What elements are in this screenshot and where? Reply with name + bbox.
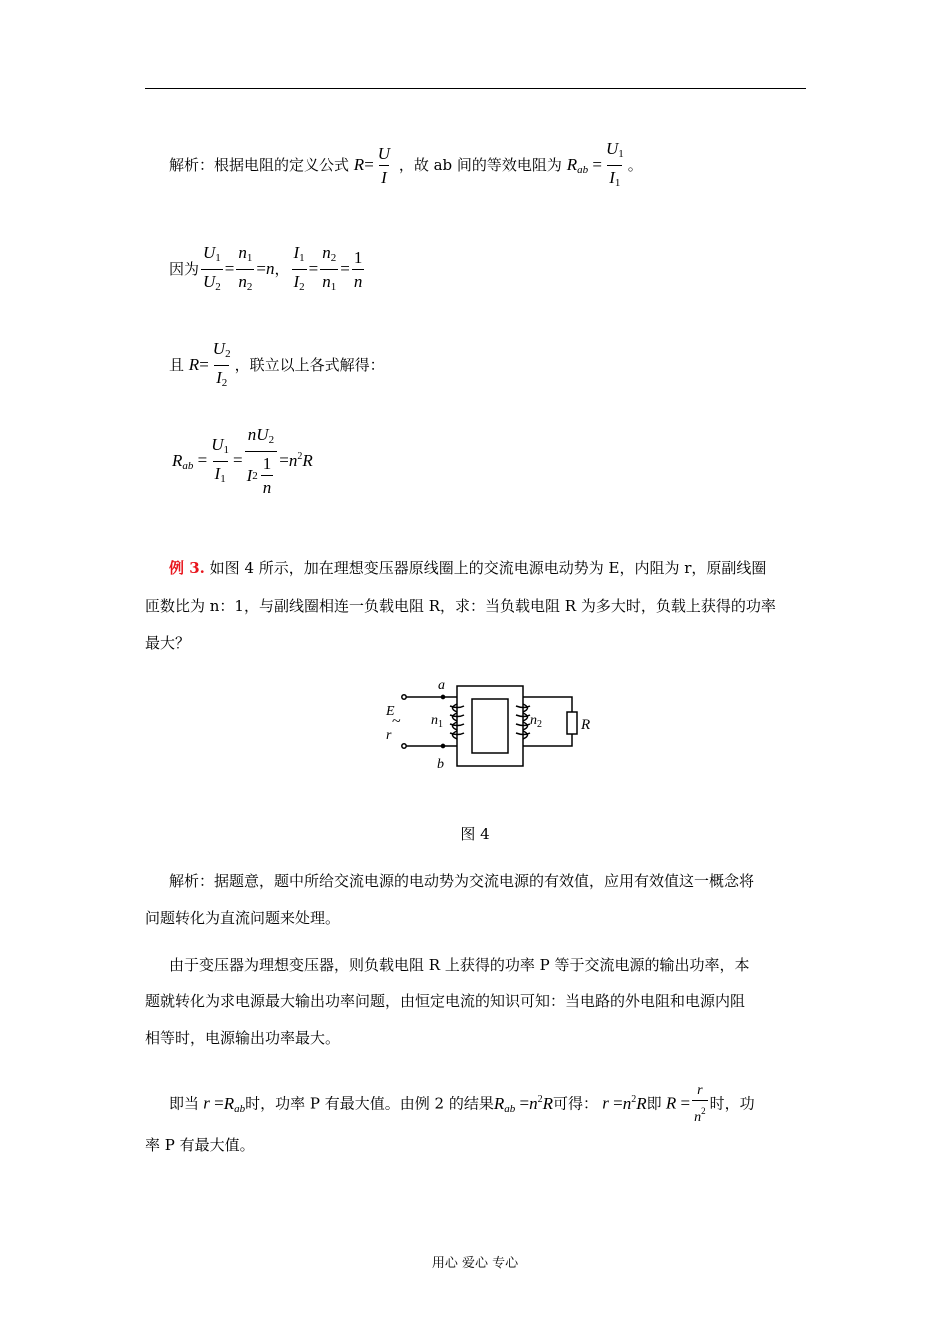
paragraph3-line1: 由于变压器为理想变压器，则负载电阻 R 上获得的功率 P 等于交流电源的输出功率，本 (169, 956, 750, 974)
analysis-middle-text: ，故 ab 间的等效电阻为 (398, 156, 562, 174)
result-equation: $R_{ab}$ = $\frac{U_1}{I_1}$ = $nU_2$ I 2 $\frac{1}{n}$ $=n^2R$ (172, 425, 313, 497)
transformer-core-outer (457, 686, 523, 766)
analysis-intro-text: 解析：根据电阻的定义公式 (169, 156, 350, 174)
paragraph3-line2: 题就转化为求电源最大输出功率问题，由恒定电流的知识可知：当电路的外电阻和电源内阻 (145, 992, 746, 1010)
label-n2: $n_2$ (530, 713, 542, 730)
fraction-I1-over-I2: $\frac{I_1}{I_2}$ (292, 244, 307, 296)
conclusion-line2: 率 P 有最大值。 (145, 1136, 255, 1154)
load-resistance-line: 且 R= $\frac{U_2}{I_2}$ ，联立以上各式解得： (169, 340, 385, 392)
fraction-U1-over-I1: $\frac{U_1}{I_1}$ (604, 140, 626, 192)
paragraph3-line3: 相等时，电源输出功率最大。 (145, 1029, 341, 1047)
analysis-formula-line: 解析：根据电阻的定义公式 R= $\frac{U}{I}$ ，故 ab 间的等效电阻为 $R_{ab}$ = $\frac{U_1}{I_1}$ 。 (169, 140, 643, 192)
label-E: E (386, 704, 395, 719)
formula-resistance-definition: R (353, 155, 365, 174)
label-ac-symbol: ~ (392, 713, 401, 730)
fraction-U1-over-U2: $\frac{U_1}{U_2}$ (201, 244, 223, 296)
label-R: R (581, 717, 591, 733)
transformer-circuit-diagram (380, 676, 610, 776)
example3-line2: 匝数比为 n：1，与副线圈相连一负载电阻 R，求：当负载电阻 R 为多大时，负载上获得的功率 (145, 597, 776, 615)
example3-label: 例 3. (169, 559, 205, 577)
fraction-nU2-over-I2-n: $nU_2$ I 2 $\frac{1}{n}$ (245, 426, 278, 497)
example3-line3: 最大？ (145, 634, 191, 652)
header-rule (145, 88, 806, 89)
fraction-U-over-I: $\frac{U}{I}$ (377, 144, 391, 187)
label-b: b (437, 757, 444, 772)
formula-Rab: $R_{ab}$ (566, 155, 589, 176)
label-r: r (386, 728, 392, 743)
fraction-U1-over-I1-result: $\frac{U_1}{I_1}$ (209, 436, 231, 488)
fraction-n1-over-n2: $\frac{n_1}{n_2}$ (236, 244, 254, 296)
analysis2-line2: 问题转化为直流问题来处理。 (145, 909, 341, 927)
fraction-1-over-n: $\frac{1}{n}$ (353, 248, 363, 291)
source-terminal-bottom (402, 744, 406, 748)
analysis2-line1: 解析：据题意，题中所给交流电源的电动势为交流电源的有效值，应用有效值这一概念将 (169, 872, 755, 890)
transformer-core-inner (472, 699, 508, 753)
example3-line1: 例 3. 如图 4 所示，加在理想变压器原线圈上的交流电源电动势为 E，内阻为 r，原副线圈 (169, 559, 767, 577)
source-terminal-top (402, 695, 406, 699)
figure-caption: 图 4 (460, 825, 490, 843)
load-resistor (567, 712, 577, 734)
conclusion-line1: 即当 $r =R_{ab}$时，功率 P 有最大值。由例 2 的结果$R_{ab} =n^2R$可得： $r =n^2R$即 R = $\frac{r}{n^2}$ 时，功 (169, 1083, 755, 1125)
ratio-equations-line: 因为 $\frac{U_1}{U_2}$ = $\frac{n_1}{n_2}$ =n， $\frac{I_1}{I_2}$ = $\frac{n_2}{n_1}$ = $\frac{1}{n}$ (169, 244, 366, 296)
fraction-U2-over-I2: $\frac{U_2}{I_2}$ (211, 340, 233, 392)
label-a: a (438, 678, 445, 693)
fraction-n2-over-n1: $\frac{n_2}{n_1}$ (320, 244, 338, 296)
page-footer: 用心 爱心 专心 (431, 1256, 519, 1271)
label-n1: $n_1$ (431, 713, 443, 730)
fraction-r-over-n2: $\frac{r}{n^2}$ (694, 1083, 706, 1125)
